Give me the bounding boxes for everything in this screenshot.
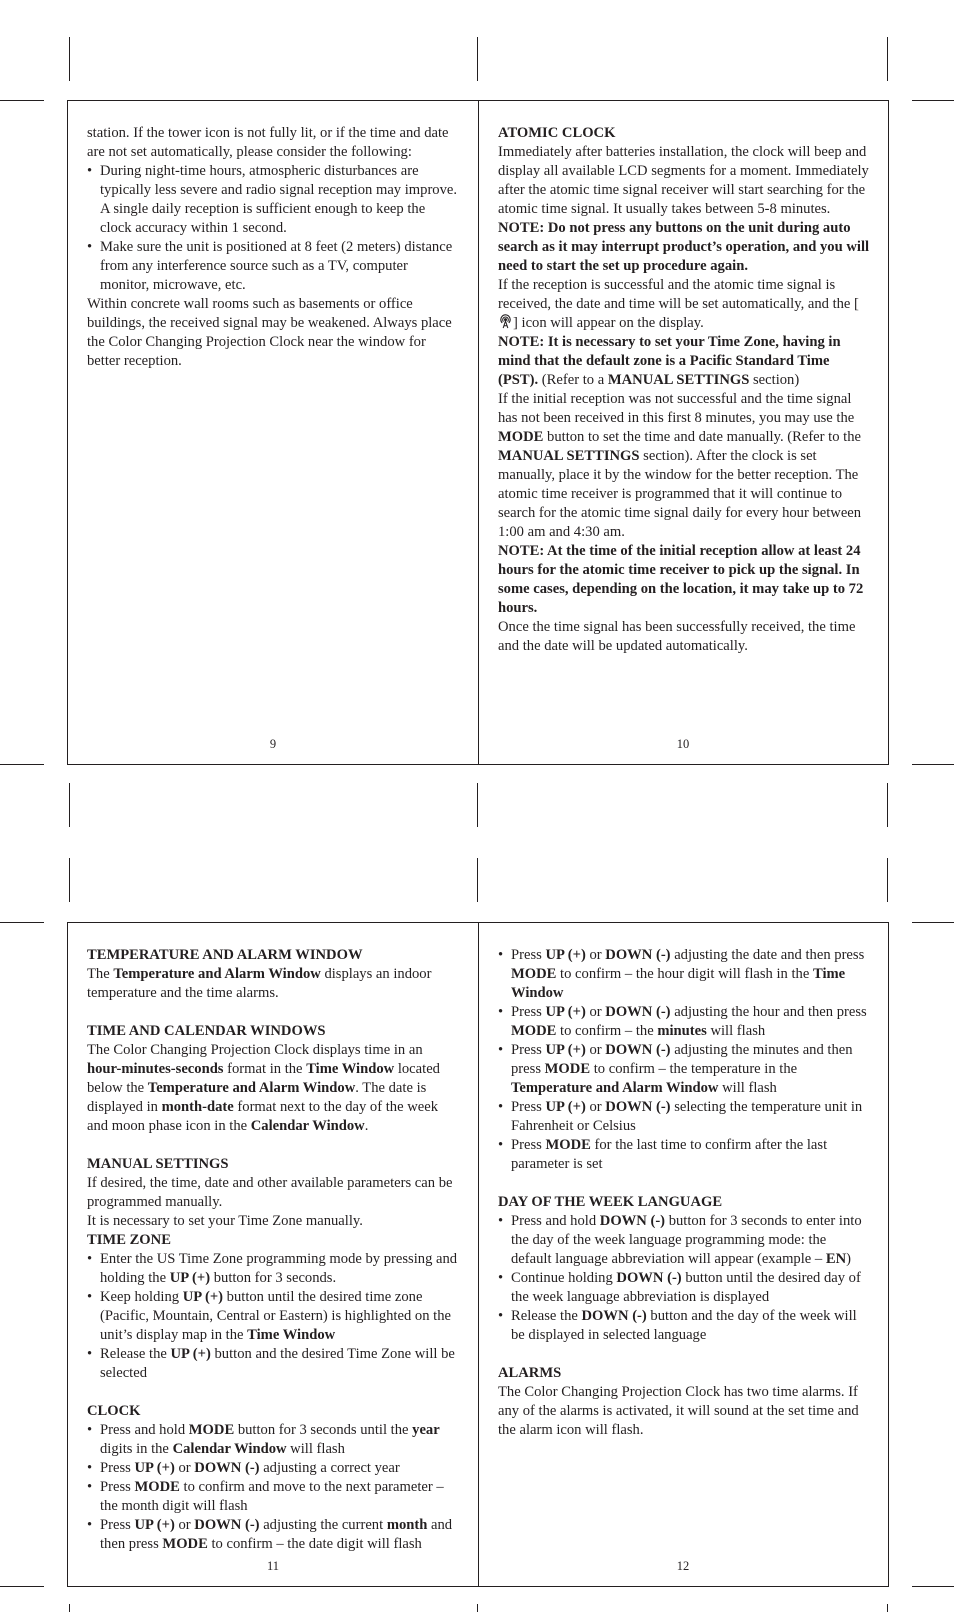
section-heading: TEMPERATURE AND ALARM WINDOW [87, 947, 363, 963]
page-number: 10 [676, 737, 690, 751]
crop-mark [0, 100, 44, 101]
paragraph: The Color Changing Projection Clock displays time in an hour-minutes-seconds format in the Time Window located below the Temperature and Alarm Window. The date is displayed in month-date format next to the day of the week and moon phase icon in the Calendar Window. [87, 1042, 440, 1134]
paragraph: Within concrete wall rooms such as basements or office buildings, the received signal may be weakened. Always place the Color Changing Projection Clock near the window for better reception. [87, 296, 452, 369]
list-item: • Press UP (+) or DOWN (-) adjusting the hour and then press MODE to confirm – the minutes will flash [498, 1003, 870, 1041]
list-item: • During night-time hours, atmospheric disturbances are typically less severe and radio signal reception may improve. A single daily reception is sufficient enough to keep the clock accuracy within 1 second. [87, 162, 459, 238]
sheet-pages-11-12 [67, 922, 889, 1587]
list-item: • Press and hold MODE button for 3 seconds until the year digits in the Calendar Window will flash [87, 1421, 459, 1459]
crop-mark [912, 1586, 954, 1587]
page-9 [87, 124, 459, 371]
list-item: • Press UP (+) or DOWN (-) adjusting the current month and then press MODE to confirm – the date digit will flash [87, 1516, 459, 1554]
paragraph: NOTE: It is necessary to set your Time Zone, having in mind that the default zone is a Pacific Standard Time (PST). (Refer to a MANUAL SETTINGS section) [498, 334, 841, 388]
paragraph: station. If the tower icon is not fully lit, or if the time and date are not set automatically, please consider the following: [87, 125, 449, 160]
crop-mark [912, 100, 954, 101]
page-11 [87, 946, 459, 1554]
tower-signal-icon [498, 314, 513, 329]
crop-mark [887, 858, 888, 902]
crop-mark [887, 37, 888, 81]
section-heading: TIME AND CALENDAR WINDOWS [87, 1023, 326, 1039]
note: NOTE: Do not press any buttons on the unit during auto search as it may interrupt product’s operation, and you will need to start the set up procedure again. [498, 220, 870, 274]
list-item: • Make sure the unit is positioned at 8 feet (2 meters) distance from any interference source such as a TV, computer monitor, microwave, etc. [87, 238, 459, 295]
list-item: • Press MODE for the last time to confirm after the last parameter is set [498, 1136, 870, 1174]
section-heading: CLOCK [87, 1403, 141, 1419]
page-number: 9 [269, 737, 277, 751]
crop-mark [69, 783, 70, 827]
paragraph: It is necessary to set your Time Zone manually. [87, 1213, 363, 1229]
crop-mark [0, 764, 44, 765]
bullet-list [87, 162, 459, 295]
list-item: • Press UP (+) or DOWN (-) adjusting the date and then press MODE to confirm – the hour digit will flash in the Time Window [498, 946, 870, 1003]
section-heading: MANUAL SETTINGS [87, 1156, 229, 1172]
crop-mark [0, 1586, 44, 1587]
paragraph: The Temperature and Alarm Window displays an indoor temperature and the time alarms. [87, 966, 432, 1001]
crop-mark [477, 1604, 478, 1612]
section-heading: TIME ZONE [87, 1232, 171, 1248]
list-item: • Press UP (+) or DOWN (-) adjusting a correct year [87, 1459, 459, 1478]
list-item: • Press and hold DOWN (-) button for 3 seconds to enter into the day of the week language programming mode: the default language abbreviation will appear (example – EN) [498, 1212, 870, 1269]
bullet-list [498, 946, 870, 1174]
note: NOTE: At the time of the initial reception allow at least 24 hours for the atomic time receiver to pick up the signal. In some cases, depending on the location, it may take up to 72 hours. [498, 543, 864, 616]
crop-mark [477, 783, 478, 827]
section-heading: ATOMIC CLOCK [498, 125, 616, 141]
list-item: • Press UP (+) or DOWN (-) selecting the temperature unit in Fahrenheit or Celsius [498, 1098, 870, 1136]
crop-mark [69, 1604, 70, 1612]
page-divider [478, 923, 479, 1586]
list-item: • Press MODE to confirm and move to the next parameter – the month digit will flash [87, 1478, 459, 1516]
list-item: • Release the DOWN (-) button and the day of the week will be displayed in selected language [498, 1307, 870, 1345]
crop-mark [69, 37, 70, 81]
page-10 [498, 124, 870, 656]
paragraph: If desired, the time, date and other available parameters can be programmed manually. [87, 1175, 453, 1210]
paragraph: The Color Changing Projection Clock has two time alarms. If any of the alarms is activated, it will sound at the set time and the alarm icon will flash. [498, 1384, 859, 1438]
sheet-pages-9-10 [67, 100, 889, 765]
crop-mark [477, 858, 478, 902]
section-heading: ALARMS [498, 1365, 562, 1381]
bullet-list [87, 1421, 459, 1554]
page-12 [498, 946, 870, 1440]
crop-mark [887, 783, 888, 827]
paragraph: If the initial reception was not successful and the time signal has not been received in this first 8 minutes, you may use the MODE button to set the time and date manually. (Refer to the MANUAL SETTINGS section). After the clock is set manually, place it by the window for the better reception. The atomic time receiver is programmed that it will continue to search for the atomic time signal daily for every hour between 1:00 am and 4:30 am. [498, 391, 862, 540]
page-number: 12 [676, 1559, 690, 1573]
page-number: 11 [266, 1559, 280, 1573]
crop-mark [912, 764, 954, 765]
bullet-list [498, 1212, 870, 1345]
bullet-list [87, 1250, 459, 1383]
list-item: • Enter the US Time Zone programming mode by pressing and holding the UP (+) button for 3 seconds. [87, 1250, 459, 1288]
paragraph: If the reception is successful and the atomic time signal is received, the date and time will be set automatically, and the [] icon will appear on the display. [498, 277, 859, 331]
list-item: • Release the UP (+) button and the desired Time Zone will be selected [87, 1345, 459, 1383]
paragraph: Immediately after batteries installation, the clock will beep and display all available LCD segments for a moment. Immediately after the atomic time signal receiver will start searching for the atomic time signal. It usually takes between 5-8 minutes. [498, 144, 869, 217]
crop-mark [477, 37, 478, 81]
crop-mark [69, 858, 70, 902]
paragraph: Once the time signal has been successfully received, the time and the date will be updated automatically. [498, 619, 856, 654]
crop-mark [887, 1604, 888, 1612]
list-item: • Keep holding UP (+) button until the desired time zone (Pacific, Mountain, Central or Eastern) is highlighted on the unit’s display map in the Time Window [87, 1288, 459, 1345]
page-divider [478, 101, 479, 764]
list-item: • Continue holding DOWN (-) button until the desired day of the week language abbreviation is displayed [498, 1269, 870, 1307]
crop-mark [912, 922, 954, 923]
section-heading: DAY OF THE WEEK LANGUAGE [498, 1194, 723, 1210]
crop-mark [0, 922, 44, 923]
list-item: • Press UP (+) or DOWN (-) adjusting the minutes and then press MODE to confirm – the temperature in the Temperature and Alarm Window will flash [498, 1041, 870, 1098]
